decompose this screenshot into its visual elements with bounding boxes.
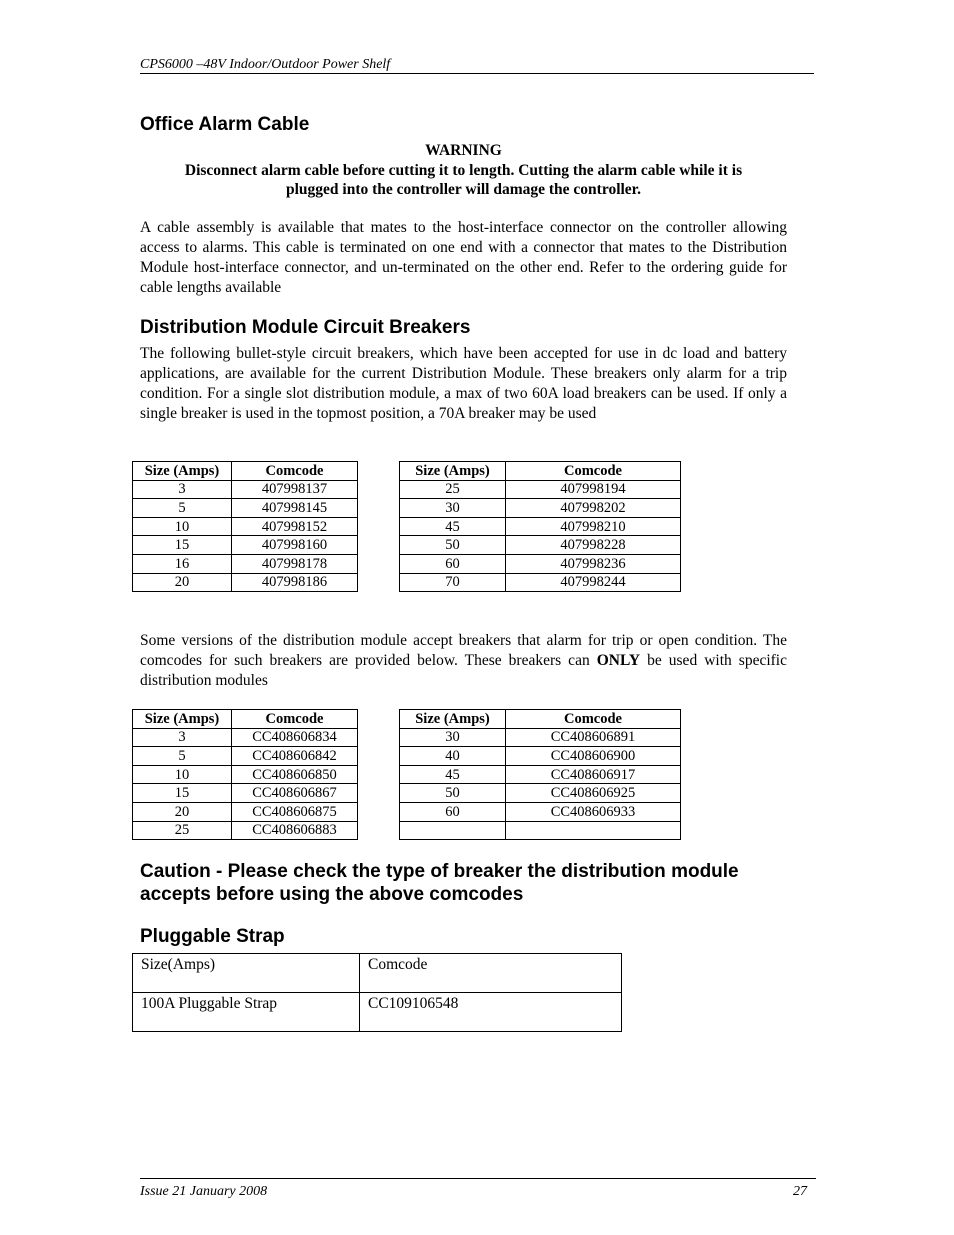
- warning-line-2: plugged into the controller will damage the controller.: [285, 181, 642, 198]
- body2-emphasis: ONLY: [596, 652, 641, 669]
- size-cell: 5: [133, 747, 232, 766]
- comcode-cell: CC408606883: [232, 821, 358, 840]
- footer-issue: Issue 21 January 2008: [140, 1184, 268, 1199]
- strap-header-comcode: Comcode: [360, 954, 622, 993]
- size-cell: 45: [400, 517, 506, 536]
- comcode-cell: 407998194: [506, 480, 681, 499]
- size-cell: 10: [133, 765, 232, 784]
- table-row: [133, 993, 622, 1032]
- table-row: [400, 765, 681, 784]
- table-row: [400, 536, 681, 555]
- column-header-size: Size (Amps): [400, 710, 506, 729]
- caution-line-2: accepts before using the above comcodes: [140, 884, 524, 905]
- comcode-cell: 407998202: [506, 499, 681, 518]
- breakers-heading: Distribution Module Circuit Breakers: [140, 317, 471, 338]
- strap-header-size: Size(Amps): [133, 954, 360, 993]
- comcode-cell: CC408606867: [232, 784, 358, 803]
- table-row: [133, 499, 358, 518]
- size-cell: 15: [133, 784, 232, 803]
- table-row: [400, 517, 681, 536]
- comcode-cell: 407998236: [506, 554, 681, 573]
- header-title: CPS6000 –48V Indoor/Outdoor Power Shelf: [140, 57, 391, 72]
- comcode-cell: [506, 821, 681, 840]
- breakers-body-2: [140, 631, 787, 691]
- size-cell: 10: [133, 517, 232, 536]
- table-row: [133, 517, 358, 536]
- size-cell: 50: [400, 536, 506, 555]
- running-header: [140, 56, 814, 74]
- size-cell: 60: [400, 554, 506, 573]
- pluggable-strap-heading: Pluggable Strap: [140, 926, 285, 947]
- table-row: [133, 573, 358, 592]
- table-row: [133, 747, 358, 766]
- table-row: [400, 499, 681, 518]
- comcode-cell: CC408606925: [506, 784, 681, 803]
- column-header-comcode: Comcode: [506, 462, 681, 481]
- comcode-cell: CC408606933: [506, 802, 681, 821]
- size-cell: [400, 821, 506, 840]
- strap-comcode-cell: CC109106548: [360, 993, 622, 1032]
- comcode-cell: CC408606891: [506, 728, 681, 747]
- comcode-cell: CC408606842: [232, 747, 358, 766]
- column-header-size: Size (Amps): [133, 462, 232, 481]
- breaker-table-1-left: [132, 461, 358, 592]
- caution-line-1: Caution - Please check the type of breaker the distribution module: [140, 861, 739, 882]
- warning-block: [140, 141, 787, 200]
- comcode-cell: 407998137: [232, 480, 358, 499]
- size-cell: 50: [400, 784, 506, 803]
- comcode-cell: CC408606875: [232, 802, 358, 821]
- warning-line-1: Disconnect alarm cable before cutting it to length. Cutting the alarm cable while it is: [184, 161, 743, 179]
- table-row: [400, 821, 681, 840]
- size-cell: 30: [400, 728, 506, 747]
- table-row: [400, 554, 681, 573]
- comcode-cell: CC408606917: [506, 765, 681, 784]
- caution-heading: [140, 860, 739, 906]
- size-cell: 15: [133, 536, 232, 555]
- column-header-comcode: Comcode: [506, 710, 681, 729]
- column-header-comcode: Comcode: [232, 462, 358, 481]
- strap-size-cell: 100A Pluggable Strap: [133, 993, 360, 1032]
- size-cell: 30: [400, 499, 506, 518]
- size-cell: 25: [400, 480, 506, 499]
- table-row: [133, 554, 358, 573]
- breaker-table-2-right: [399, 709, 681, 840]
- comcode-cell: CC408606900: [506, 747, 681, 766]
- comcode-cell: 407998145: [232, 499, 358, 518]
- table-row: [133, 536, 358, 555]
- size-cell: 16: [133, 554, 232, 573]
- comcode-cell: 407998186: [232, 573, 358, 592]
- comcode-cell: CC408606850: [232, 765, 358, 784]
- breakers-body: The following bullet-style circuit breakers, which have been accepted for use in dc load and battery applications, are available for the current Distribution Module. These breakers only alarm for a trip condition. For a single slot distribution module, a max of two 60A load breakers can be used. If only a single breaker is used in the topmost position, a 70A breaker may be used: [140, 345, 787, 422]
- size-cell: 60: [400, 802, 506, 821]
- comcode-cell: 407998178: [232, 554, 358, 573]
- table-row: [400, 573, 681, 592]
- column-header-size: Size (Amps): [133, 710, 232, 729]
- comcode-cell: CC408606834: [232, 728, 358, 747]
- size-cell: 45: [400, 765, 506, 784]
- table-row: [400, 802, 681, 821]
- table-row: [400, 480, 681, 499]
- page-number: 27: [793, 1184, 807, 1199]
- running-footer: [140, 1178, 816, 1199]
- office-alarm-body: A cable assembly is available that mates to the host-interface connector on the controller allowing access to alarms. This cable is terminated on one end with a connector that mates to the Distribution Module host-interface connector, and un-terminated on the other end. Refer to the ordering guide for cable lengths available: [140, 219, 787, 296]
- size-cell: 5: [133, 499, 232, 518]
- breaker-table-2-left: [132, 709, 358, 840]
- size-cell: 40: [400, 747, 506, 766]
- table-row: [400, 747, 681, 766]
- comcode-cell: 407998210: [506, 517, 681, 536]
- comcode-cell: 407998152: [232, 517, 358, 536]
- column-header-size: Size (Amps): [400, 462, 506, 481]
- table-row: [400, 784, 681, 803]
- breaker-table-1-right: [399, 461, 681, 592]
- comcode-cell: 407998160: [232, 536, 358, 555]
- body2-text-end: be used with specific distribution modules: [140, 652, 787, 689]
- size-cell: 20: [133, 802, 232, 821]
- table-row: [400, 728, 681, 747]
- body2-text: Some versions of the distribution module accept breakers that alarm for trip or open condition. The comcodes for such breakers are provided below. These breakers can: [140, 632, 787, 669]
- office-alarm-heading: Office Alarm Cable: [140, 114, 310, 135]
- size-cell: 25: [133, 821, 232, 840]
- table-row: [133, 480, 358, 499]
- pluggable-strap-table: [132, 953, 622, 1032]
- table-row: [133, 821, 358, 840]
- table-row: [133, 728, 358, 747]
- comcode-cell: 407998228: [506, 536, 681, 555]
- size-cell: 3: [133, 728, 232, 747]
- table-row: [133, 802, 358, 821]
- warning-title: WARNING: [425, 142, 502, 159]
- size-cell: 3: [133, 480, 232, 499]
- size-cell: 70: [400, 573, 506, 592]
- table-row: [133, 784, 358, 803]
- comcode-cell: 407998244: [506, 573, 681, 592]
- column-header-comcode: Comcode: [232, 710, 358, 729]
- size-cell: 20: [133, 573, 232, 592]
- table-row: [133, 954, 622, 993]
- table-row: [133, 765, 358, 784]
